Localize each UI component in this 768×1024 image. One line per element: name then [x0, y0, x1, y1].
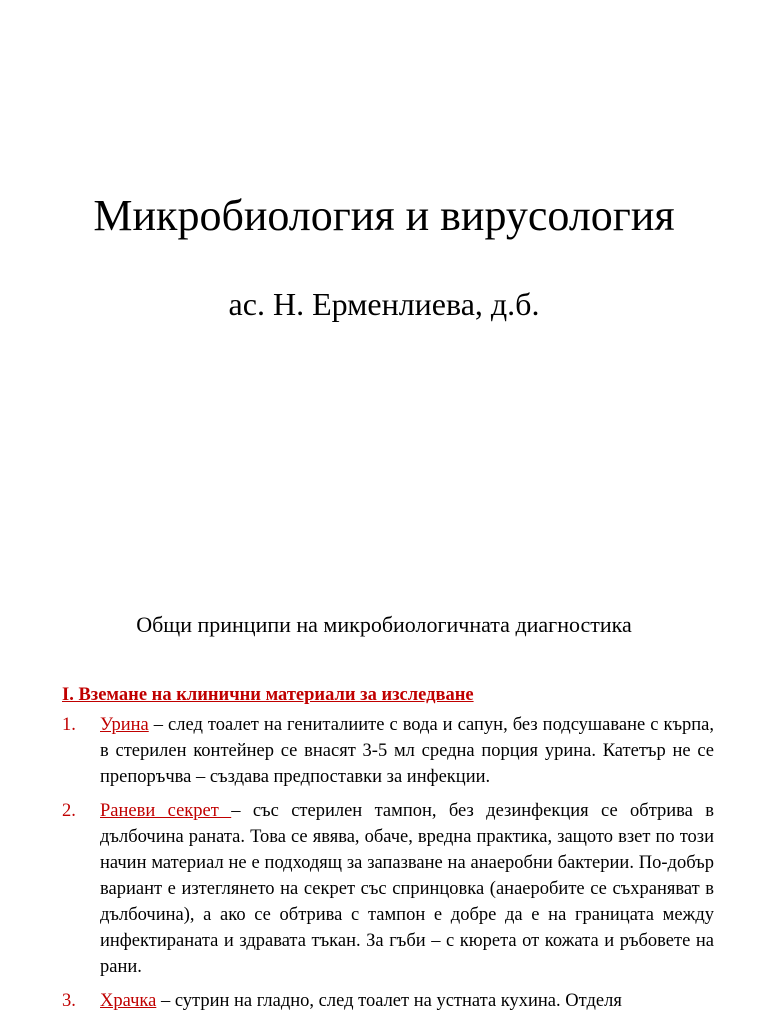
- list-item-urine: [62, 712, 714, 790]
- item-term: Урина: [100, 715, 149, 735]
- item-text: – след тоалет на гениталиите с вода и сапун, без подсушаване с кърпа, в стерилен контейнер се внасят 3-5 мл средна порция урина. Катетър не се препоръчва – създава предпоставки за инфекции.: [100, 715, 714, 787]
- item-number: 3.: [62, 991, 76, 1011]
- item-text: – със стерилен тампон, без дезинфекция се обтрива в дълбочина раната. Това се явява, обаче, вредна практика, защото взет по този начин материал не е подходящ за запазване на анаеробни бактерии. По-добър вариант е изтеглянето на секрет със спринцовка (анаеробите се съхраняват в дълбочина), а ако се обтрива с тампон е добре да е на границата между инфектираната и здравата тъкан. За гъби – с кюрета от кожата и ръбовете на рани.: [100, 801, 714, 977]
- section-subtitle: Общи принципи на микробиологичната диагностика: [136, 612, 632, 637]
- materials-list: [62, 712, 714, 1022]
- section-heading: I. Вземане на клинични материали за изследване: [62, 685, 474, 705]
- list-item-wound-secretion: [62, 798, 714, 980]
- item-term: Храчка: [100, 991, 157, 1011]
- item-text: – сутрин на гладно, след тоалет на устната кухина. Отделя: [156, 991, 622, 1011]
- item-term: Раневи секрет: [100, 801, 232, 821]
- item-number: 2.: [62, 801, 76, 821]
- item-number: 1.: [62, 715, 76, 735]
- author-line: ас. Н. Ерменлиева, д.б.: [228, 286, 540, 322]
- document-title: Микробиология и вирусология: [93, 191, 675, 240]
- list-item-sputum: [62, 988, 714, 1014]
